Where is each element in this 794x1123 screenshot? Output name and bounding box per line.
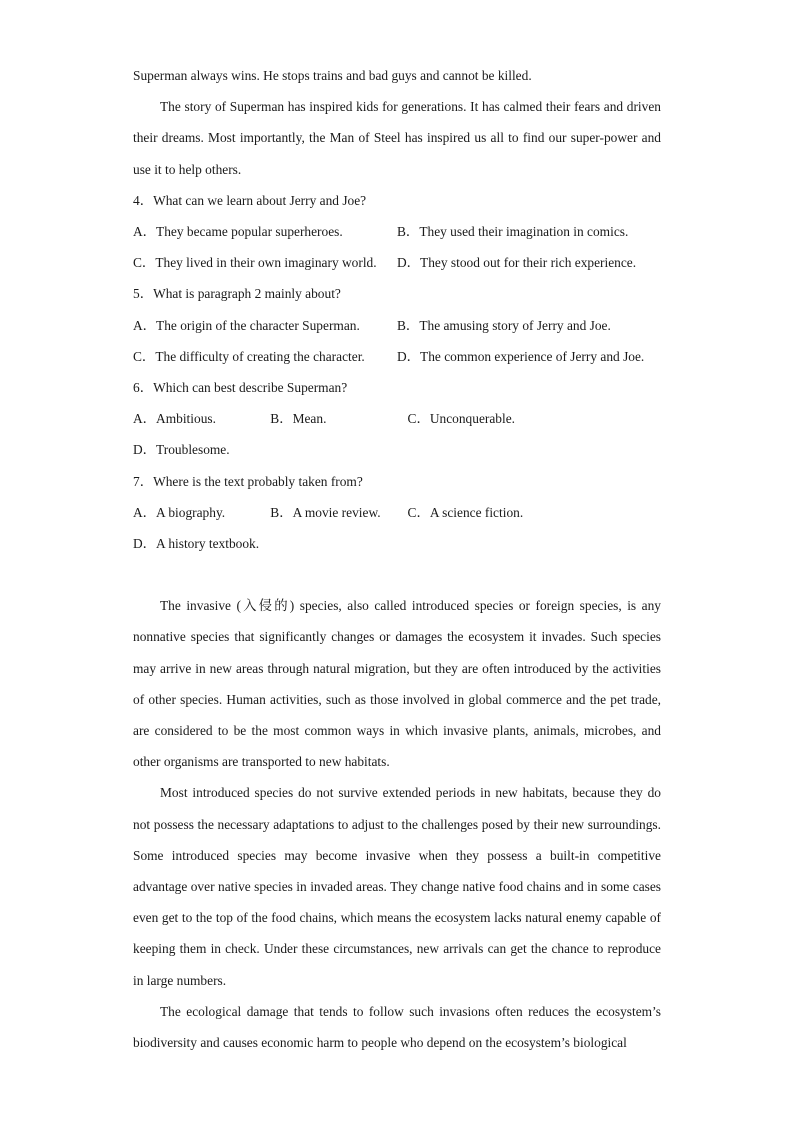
option-b: B．The amusing story of Jerry and Joe.	[397, 317, 611, 333]
question-6	[133, 372, 661, 466]
section-gap	[133, 559, 661, 590]
question-stem: 4．What can we learn about Jerry and Joe?	[133, 192, 367, 208]
option-a: A．They became popular superheroes.	[133, 224, 343, 240]
passage1-paragraph-end: Superman always wins. He stops trains and bad guys and cannot be killed.	[133, 68, 532, 83]
question-stem: 7．Where is the text probably taken from?	[133, 473, 363, 489]
question-stem: 5．What is paragraph 2 mainly about?	[133, 286, 341, 302]
options	[133, 497, 661, 559]
option-a: A．A biography.	[133, 504, 226, 520]
option-c: C．Unconquerable.	[407, 411, 515, 427]
question-stem: 6．Which can best describe Superman?	[133, 380, 348, 396]
options	[133, 310, 661, 372]
document-page	[133, 60, 661, 1058]
option-b: B．A movie review.	[270, 504, 381, 520]
option-b: B．They used their imagination in comics.	[397, 224, 629, 240]
option-c: C．They lived in their own imaginary world.	[133, 255, 377, 271]
passage2-paragraph-1: The invasive (入侵的) species, also called introduced species or foreign species, is any nonnative species that significantly changes or damages the ecosystem it invades. Such species may arrive in new areas through natural migration, but they are often introduced by the activities of other species. Human activities, such as those involved in global commerce and the pet trade, are considered to be the most common ways in which invasive plants, animals, microbes, and other organisms are transported to new habitats.	[133, 598, 661, 770]
passage2-paragraph-2: Most introduced species do not survive extended periods in new habitats, because they do not possess the necessary adaptations to adjust to the challenges posed by their new surroundings. Some introduced species may become invasive when they possess a built-in competitive advantage over native species in invaded areas. They change native food chains and in some cases even get to the top of the food chains, which means the ecosystem lacks natural enemy capable of keeping them in check. Under these circumstances, new arrivals can get the chance to reproduce in large numbers.	[133, 785, 661, 988]
option-a: A．The origin of the character Superman.	[133, 317, 360, 333]
passage1-paragraph-last: The story of Superman has inspired kids for generations. It has calmed their fears and driven their dreams. Most importantly, the Man of Steel has inspired us all to find our super-power and use it to help others.	[133, 99, 661, 177]
option-d: D．They stood out for their rich experience.	[397, 255, 637, 271]
option-c: C．The difficulty of creating the character.	[133, 348, 365, 364]
option-d: D．Troublesome.	[133, 442, 230, 458]
option-a: A．Ambitious.	[133, 411, 216, 427]
passage2-paragraph-3: The ecological damage that tends to follow such invasions often reduces the ecosystem’s biodiversity and causes economic harm to people who depend on the ecosystem’s biological	[133, 1003, 661, 1051]
question-5	[133, 278, 661, 372]
option-c: C．A science fiction.	[407, 504, 524, 520]
options	[133, 403, 661, 465]
option-d: D．A history textbook.	[133, 536, 260, 552]
options	[133, 216, 661, 278]
option-b: B．Mean.	[270, 411, 327, 427]
question-7	[133, 466, 661, 560]
option-d: D．The common experience of Jerry and Joe.	[397, 348, 645, 364]
question-4	[133, 185, 661, 279]
